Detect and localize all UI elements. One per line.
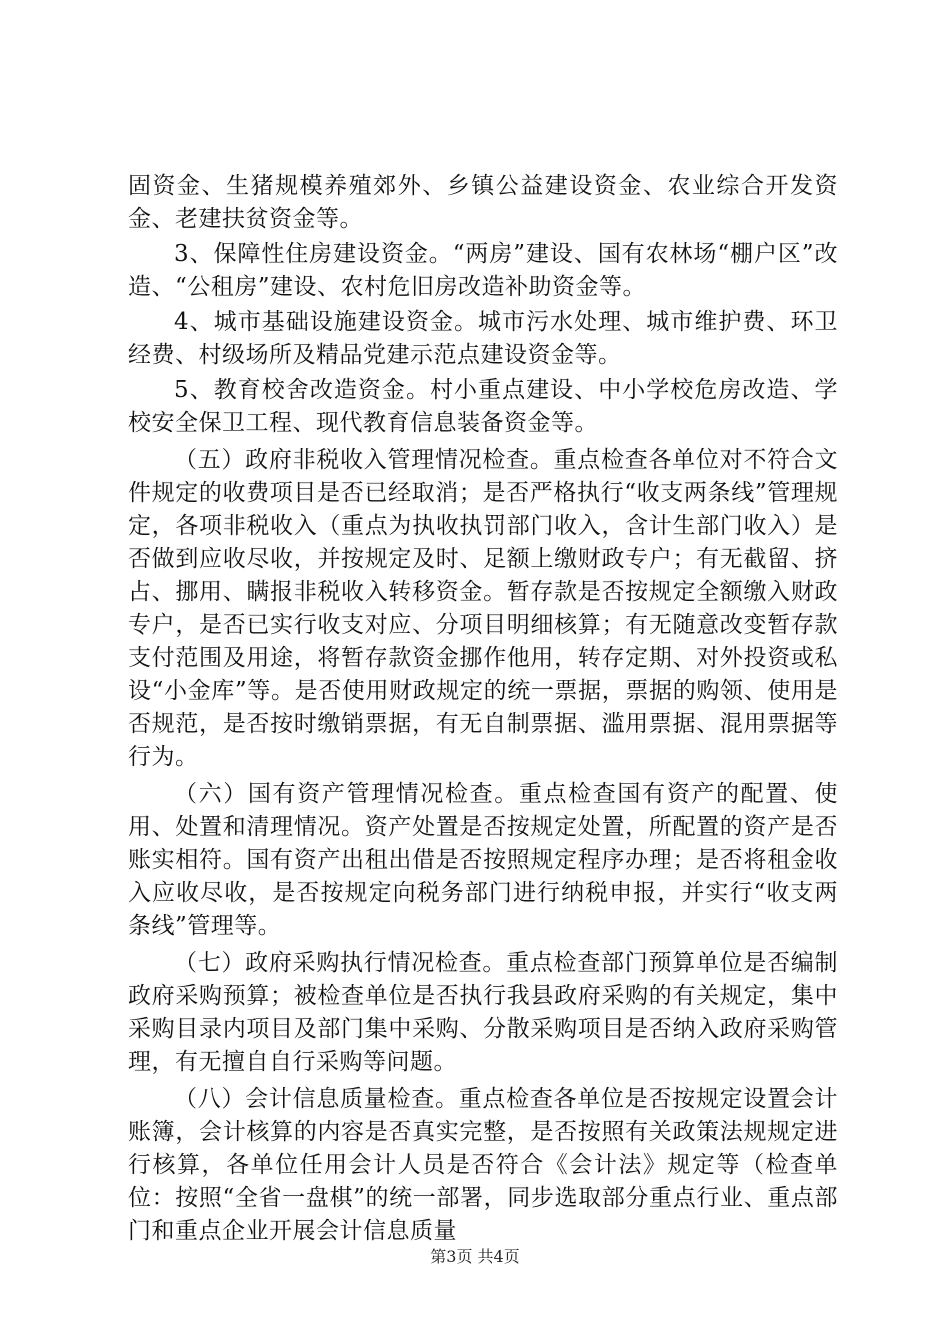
paragraph-item-3: 3、保障性住房建设资金。“两房”建设、国有农林场“棚户区”改造、“公租房”建设、农村危旧房改造补助资金等。 <box>128 241 838 300</box>
paragraph-item-4: 4、城市基础设施建设资金。城市污水处理、城市维护费、环卫经费、村级场所及精品党建示范点建设资金等。 <box>128 309 838 368</box>
paragraph-section-6: （六）国有资产管理情况检查。重点检查国有资产的配置、使用、处置和清理情况。资产处置是否按规定处置，所配置的资产是否账实相符。国有资产出租出借是否按照规定程序办理；是否将租金收入应收尽收，是否按规定向税务部门进行纳税申报，并实行“收支两条线”管理等。 <box>128 781 838 939</box>
page-number: 第3页 共4页 <box>430 1247 520 1266</box>
paragraph-section-5: （五）政府非税收入管理情况检查。重点检查各单位对不符合文件规定的收费项目是否已经取消；是否严格执行“收支两条线”管理规定，各项非税收入（重点为执收执罚部门收入，含计生部门收入）是否做到应收尽收，并按规定及时、足额上缴财政专户；有无截留、挤占、挪用、瞒报非税收入转移资金。暂存款是否按规定全额缴入财政专户，是否已实行收支对应、分项目明细核算；有无随意改变暂存款支付范围及用途，将暂存款资金挪作他用，转存定期、对外投资或私设“小金库”等。是否使用财政规定的统一票据，票据的购领、使用是否规范，是否按时缴销票据，有无自制票据、滥用票据、混用票据等行为。 <box>128 447 838 770</box>
paragraph-item-5: 5、教育校舍改造资金。村小重点建设、中小学校危房改造、学校安全保卫工程、现代教育信息装备资金等。 <box>128 377 838 436</box>
paragraph-continuation: 固资金、生猪规模养殖郊外、乡镇公益建设资金、农业综合开发资金、老建扶贫资金等。 <box>128 173 838 232</box>
paragraph-section-7: （七）政府采购执行情况检查。重点检查部门预算单位是否编制政府采购预算；被检查单位是否执行我县政府采购的有关规定，集中采购目录内项目及部门集中采购、分散采购项目是否纳入政府采购管理，有无擅自自行采购等问题。 <box>128 950 838 1075</box>
paragraph-section-8: （八）会计信息质量检查。重点检查各单位是否按规定设置会计账簿，会计核算的内容是否真实完整，是否按照有关政策法规规定进行核算，各单位任用会计人员是否符合《会计法》规定等（检查单位：按照“全省一盘棋”的统一部署，同步选取部分重点行业、重点部门和重点企业开展会计信息质量 <box>128 1086 838 1244</box>
body-text <box>128 170 838 1250</box>
